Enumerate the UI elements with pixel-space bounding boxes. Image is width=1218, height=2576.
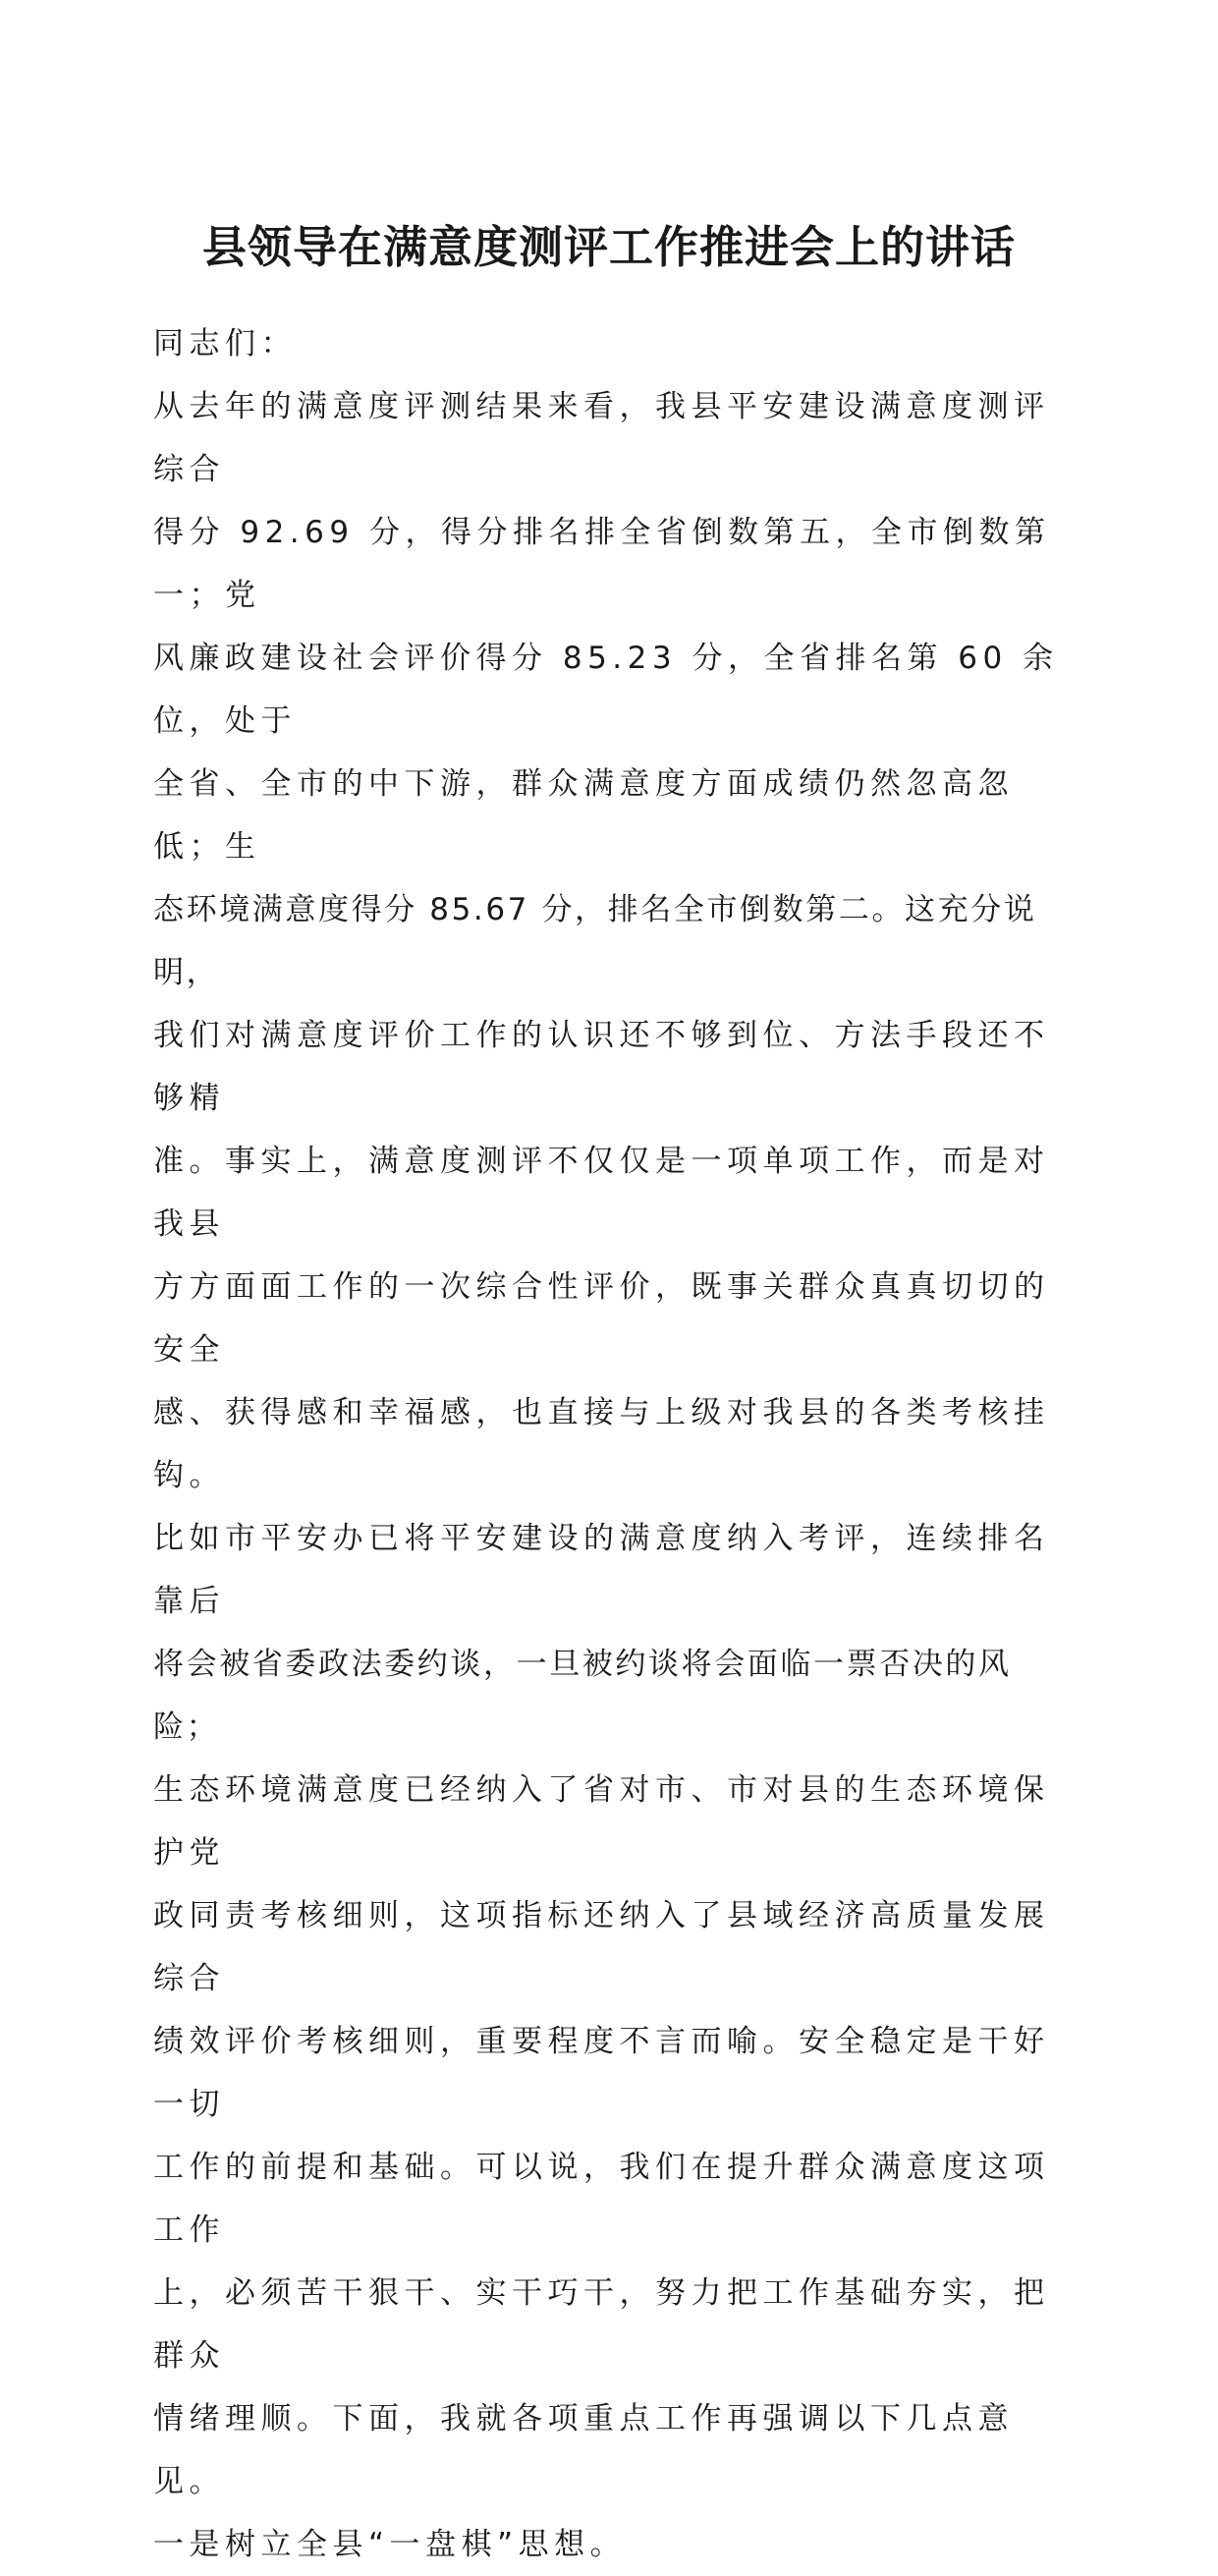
paragraph-line: 全省、全市的中下游，群众满意度方面成绩仍然忽高忽低；生 bbox=[153, 766, 1014, 865]
paragraph-line: 准。事实上，满意度测评不仅仅是一项单项工作，而是对我县 bbox=[153, 1144, 1050, 1242]
paragraph-line: 风廉政建设社会评价得分 85.23 分，全省排名第 60 余位，处于 bbox=[153, 641, 1059, 739]
paragraph-line: 上，必须苦干狠干、实干巧干，努力把工作基础夯实，把群众 bbox=[153, 2275, 1050, 2374]
document-body bbox=[153, 312, 1077, 2576]
greeting: 同志们： bbox=[153, 326, 297, 362]
paragraph-line: 生态环境满意度已经纳入了省对市、市对县的生态环境保护党 bbox=[153, 1772, 1050, 1871]
section-heading: 一是树立全县“一盘棋”思想。 bbox=[153, 2527, 627, 2562]
paragraph-line: 我们对满意度评价工作的认识还不够到位、方法手段还不够精 bbox=[153, 1018, 1050, 1116]
paragraph-line: 工作的前提和基础。可以说，我们在提升群众满意度这项工作 bbox=[153, 2150, 1050, 2248]
paragraph-line: 将会被省委政法委约谈，一旦被约谈将会面临一票否决的风险； bbox=[153, 1647, 1012, 1745]
document-title: 县领导在满意度测评工作推进会上的讲话 bbox=[201, 221, 1016, 273]
paragraph-line: 方方面面工作的一次综合性评价，既事关群众真真切切的安全 bbox=[153, 1269, 1050, 1368]
paragraph-line: 从去年的满意度评测结果来看，我县平安建设满意度测评综合 bbox=[153, 389, 1050, 487]
paragraph-line: 态环境满意度得分 85.67 分，排名全市倒数第二。这充分说明， bbox=[153, 892, 1037, 990]
main-paragraph bbox=[153, 375, 1077, 2513]
paragraph-line: 感、获得感和幸福感，也直接与上级对我县的各类考核挂钩。 bbox=[153, 1395, 1050, 1493]
paragraph-line: 得分 92.69 分，得分排名排全省倒数第五，全市倒数第一；党 bbox=[153, 515, 1051, 613]
paragraph-line: 绩效评价考核细则，重要程度不言而喻。安全稳定是干好一切 bbox=[153, 2024, 1050, 2122]
paragraph-line: 比如市平安办已将平安建设的满意度纳入考评，连续排名靠后 bbox=[153, 1521, 1050, 1619]
paragraph-line: 政同责考核细则，这项指标还纳入了县域经济高质量发展综合 bbox=[153, 1898, 1050, 1996]
paragraph-line: 情绪理顺。下面，我就各项重点工作再强调以下几点意见。 bbox=[153, 2401, 1014, 2499]
